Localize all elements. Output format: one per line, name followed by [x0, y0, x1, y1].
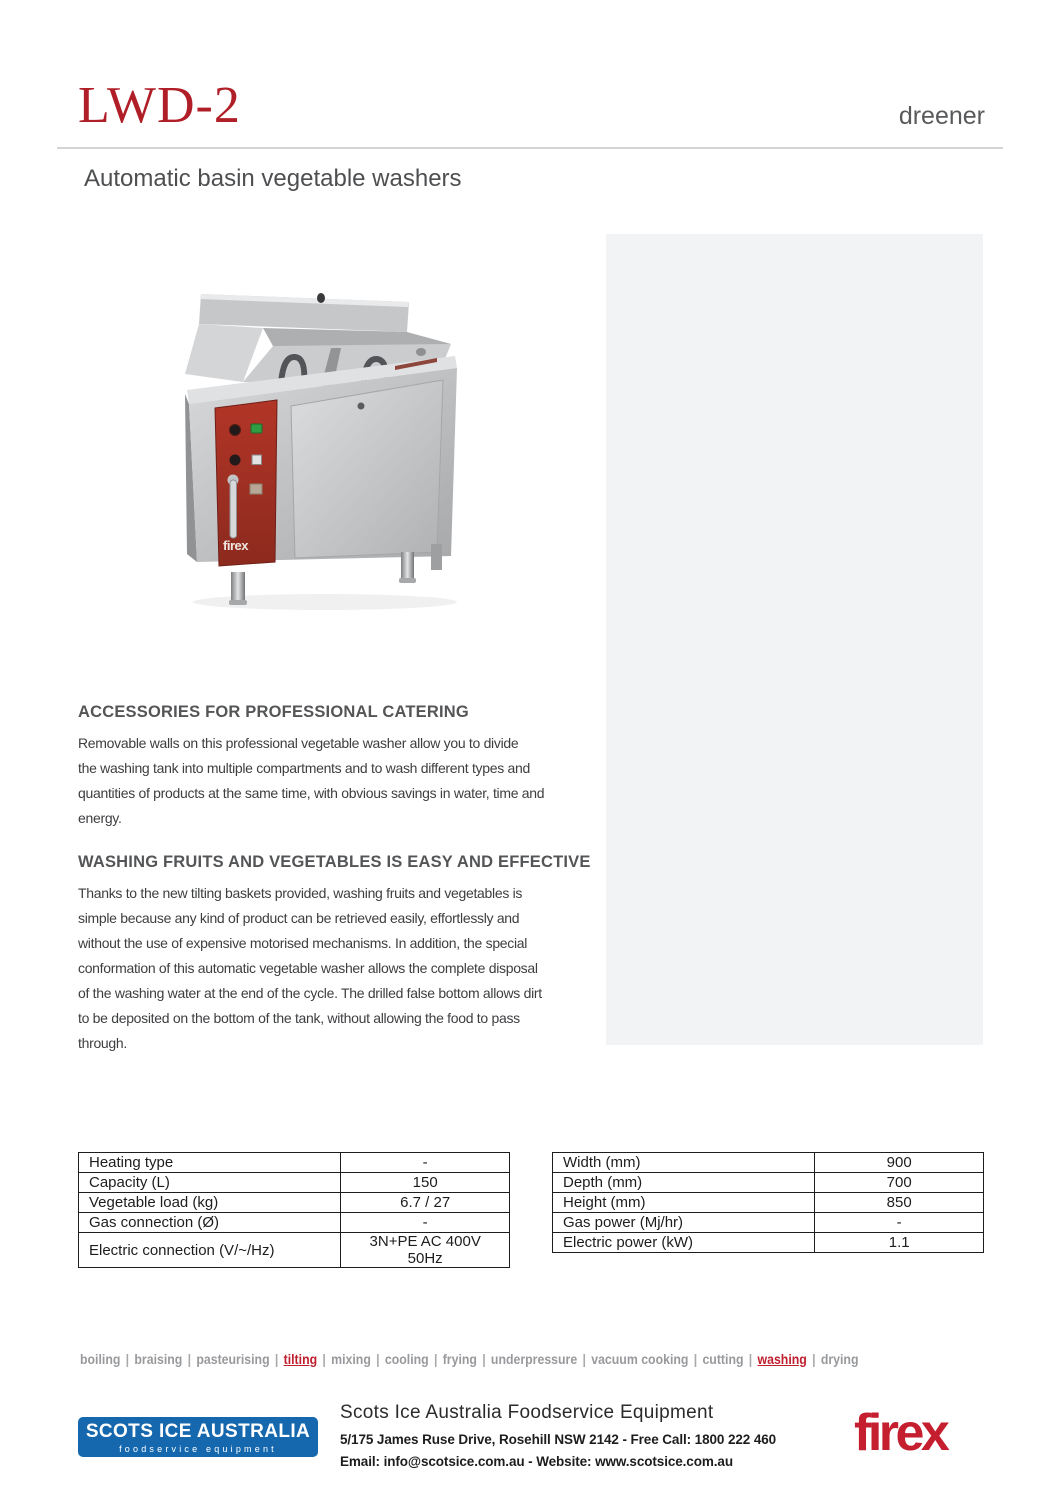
- logo-text-sub: foodservice equipment: [119, 1444, 277, 1454]
- spec-label: Electric power (kW): [553, 1233, 815, 1253]
- footer-company-name: Scots Ice Australia Foodservice Equipment: [340, 1402, 714, 1423]
- nav-item-washing[interactable]: washing: [757, 1351, 807, 1367]
- table-row: [79, 1213, 510, 1233]
- paragraph-line: energy.: [78, 810, 122, 826]
- table-row: [79, 1153, 510, 1173]
- paragraph-line: to be deposited on the bottom of the tank, without allowing the food to pass: [78, 1010, 520, 1026]
- paragraph-line: Removable walls on this professional vegetable washer allow you to divide: [78, 735, 519, 751]
- nav-item-frying[interactable]: frying: [442, 1351, 477, 1367]
- spec-label: Heating type: [79, 1153, 341, 1173]
- section-body: [78, 881, 608, 1056]
- page-subtitle: Automatic basin vegetable washers: [84, 165, 462, 192]
- nav-item-vacuum-cooking[interactable]: vacuum cooking: [591, 1351, 689, 1367]
- nav-separator: |: [433, 1351, 438, 1367]
- paragraph-line: through.: [78, 1035, 127, 1051]
- table-row: [553, 1233, 984, 1253]
- nav-separator: |: [125, 1351, 130, 1367]
- paragraph-line: conformation of this automatic vegetable washer allows the complete disposal: [78, 960, 538, 976]
- spec-value: 6.7 / 27: [341, 1193, 510, 1213]
- nav-separator: |: [187, 1351, 192, 1367]
- control-knob: [230, 425, 241, 436]
- spec-value: 700: [815, 1173, 984, 1193]
- category-nav: [80, 1351, 858, 1367]
- green-start-button: [251, 424, 262, 433]
- front-door: [291, 380, 443, 558]
- table-row: [553, 1153, 984, 1173]
- spec-value: -: [341, 1213, 510, 1233]
- nav-separator: |: [693, 1351, 698, 1367]
- spec-value: -: [341, 1153, 510, 1173]
- section-accessories: [78, 703, 608, 831]
- section-heading: WASHING FRUITS AND VEGETABLES IS EASY AND EFFECTIVE: [78, 853, 591, 871]
- washer-illustration: [185, 293, 457, 610]
- nav-separator: |: [812, 1351, 816, 1367]
- paragraph-line: Thanks to the new tilting baskets provided, washing fruits and vegetables is: [78, 885, 523, 901]
- scots-ice-australia-logo: [78, 1417, 318, 1457]
- spec-label: Capacity (L): [79, 1173, 341, 1193]
- nav-separator: |: [482, 1351, 486, 1367]
- firex-logo-text: firex: [854, 1406, 947, 1462]
- footer-contact-block: [340, 1402, 776, 1473]
- nav-separator: |: [322, 1351, 326, 1367]
- nav-item-boiling[interactable]: boiling: [80, 1351, 121, 1367]
- rear-knob: [317, 293, 325, 303]
- page-title: LWD-2: [78, 77, 241, 134]
- section-washing: [78, 853, 608, 1056]
- table-row: [79, 1233, 510, 1268]
- spec-value: -: [815, 1213, 984, 1233]
- table-row: [553, 1193, 984, 1213]
- nav-item-braising[interactable]: braising: [134, 1351, 183, 1367]
- spec-label: Width (mm): [553, 1153, 815, 1173]
- nav-item-pasteurising[interactable]: pasteurising: [196, 1351, 270, 1367]
- image-background-panel: [606, 234, 983, 1045]
- spec-table-right: [552, 1152, 984, 1253]
- footer-email-website: Email: info@scotsice.com.au - Website: www.scotsice.com.au: [340, 1454, 733, 1469]
- spec-table-left: [78, 1152, 510, 1268]
- table-row: [79, 1193, 510, 1213]
- nav-item-tilting[interactable]: tilting: [283, 1351, 318, 1367]
- paragraph-line: the washing tank into multiple compartments and to wash different types and: [78, 760, 530, 776]
- door-latch: [358, 403, 365, 410]
- nav-item-drying[interactable]: drying: [820, 1351, 859, 1367]
- spec-label: Gas connection (Ø): [79, 1213, 341, 1233]
- logo-text-main: SCOTS ICE AUSTRALIA: [85, 1421, 311, 1442]
- spec-label: Vegetable load (kg): [79, 1193, 341, 1213]
- spec-value: 1.1: [815, 1233, 984, 1253]
- spec-value: 3N+PE AC 400V 50Hz: [341, 1233, 510, 1268]
- firex-logo: [852, 1406, 1000, 1462]
- spec-value: 850: [815, 1193, 984, 1213]
- nav-separator: |: [748, 1351, 753, 1367]
- machine-leg: [401, 552, 414, 582]
- paragraph-line: simple because any kind of product can be retrieved easily, effortlessly and: [78, 910, 520, 926]
- white-button: [252, 455, 262, 465]
- control-knob: [230, 455, 241, 466]
- spec-value: 900: [815, 1153, 984, 1173]
- nav-item-cutting[interactable]: cutting: [702, 1351, 744, 1367]
- section-heading: ACCESSORIES FOR PROFESSIONAL CATERING: [78, 703, 469, 721]
- nav-item-cooling[interactable]: cooling: [384, 1351, 429, 1367]
- paragraph-line: quantities of products at the same time, with obvious savings in water, time and: [78, 785, 545, 801]
- nav-item-mixing[interactable]: mixing: [331, 1351, 371, 1367]
- panel-brand-text: firex: [223, 538, 248, 553]
- product-photo-vegetable-washer: [185, 290, 465, 612]
- header-divider: [57, 147, 1003, 149]
- spec-value: 150: [341, 1173, 510, 1193]
- nav-separator: |: [274, 1351, 279, 1367]
- table-row: [79, 1173, 510, 1193]
- nav-separator: |: [376, 1351, 380, 1367]
- machine-leg: [231, 572, 245, 604]
- series-name: dreener: [898, 102, 985, 130]
- table-row: [553, 1173, 984, 1193]
- table-row: [553, 1213, 984, 1233]
- spec-label: Gas power (Mj/hr): [553, 1213, 815, 1233]
- panel-button: [250, 484, 262, 494]
- spec-label: Electric connection (V/~/Hz): [79, 1233, 341, 1268]
- spec-label: Depth (mm): [553, 1173, 815, 1193]
- machine-leg: [431, 544, 442, 570]
- nav-separator: |: [582, 1351, 586, 1367]
- spec-label: Height (mm): [553, 1193, 815, 1213]
- paragraph-line: without the use of expensive motorised mechanisms. In addition, the special: [78, 935, 528, 951]
- section-body: [78, 731, 608, 831]
- footer-address: 5/175 James Ruse Drive, Rosehill NSW 2142 - Free Call: 1800 222 460: [340, 1432, 777, 1447]
- nav-item-underpressure[interactable]: underpressure: [490, 1351, 578, 1367]
- drain-lever: [230, 480, 237, 538]
- paragraph-line: of the washing water at the end of the cycle. The drilled false bottom allows dirt: [78, 985, 542, 1001]
